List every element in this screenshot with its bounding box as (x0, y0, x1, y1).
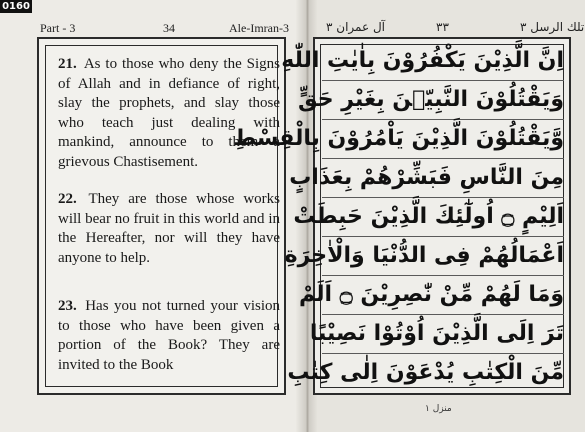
verse-number: 22. (58, 191, 77, 207)
arabic-line: مِّنَ الْكِتٰبِ يُدْعَوْنَ اِلٰى كِتٰبِ (287, 360, 564, 385)
left-header-surah: Ale-Imran-3 (229, 21, 289, 35)
arabic-line: تَرَ اِلَى الَّذِيْنَ اُوْتُوْا نَصِيْبًا (322, 315, 564, 354)
verse-23 (58, 297, 280, 375)
arabic-line: وَيَقْتُلُوْنَ النَّبِيّٖنَ بِغَيْرِ حَقٍّ (322, 81, 564, 120)
arabic-line: وَّيَقْتُلُوْنَ الَّذِيْنَ يَاْمُرُوْنَ بِالْقِسْطِ (322, 120, 564, 159)
verse-text: As to those who deny the Signs of Allah and in defiance of right, slay the prophets, and slay those who teach just dealing with mankind, announce to them a grievous Chastisement. (58, 56, 280, 170)
right-header-part: تلك الرسل ٣ (520, 20, 585, 34)
verse-number: 23. (58, 298, 77, 314)
verse-22 (58, 190, 280, 268)
arabic-line: اِنَّ الَّذِيْنَ يَكْفُرُوْنَ بِاٰيٰتِ اللّٰهِ (322, 42, 564, 81)
arabic-line: مِنَ النَّاسِ فَبَشِّرْهُمْ بِعَذَابٍ (322, 159, 564, 198)
arabic-line: اَلِيْمٍ ۝ اُولٰٓئِكَ الَّذِيْنَ حَبِطَتْ (322, 198, 564, 237)
verse-text: They are those whose works will bear no fruit in this world and in the Hereafter, nor will they have anyone to help. (58, 191, 280, 266)
right-header-page-number: ٣٣ (436, 20, 449, 34)
verse-number: 21. (58, 56, 77, 72)
right-header-surah: آل عمران ٣ (326, 20, 385, 34)
left-header-part: Part - 3 (40, 21, 76, 35)
right-footer-manzil: منزل ١ (425, 404, 452, 414)
image-badge: 0160 (0, 0, 32, 13)
arabic-line: وَمَا لَهُمْ مِّنْ نّٰصِرِيْنَ ۝ اَلَمْ (322, 276, 564, 315)
arabic-line: اَعْمَالُهُمْ فِى الدُّنْيَا وَالْاٰخِرَةِ (322, 237, 564, 276)
left-header-page-number: 34 (163, 21, 175, 35)
verse-text: Has you not turned your vision to those who have been given a portion of the Book? They are invited to the Book (58, 298, 281, 373)
